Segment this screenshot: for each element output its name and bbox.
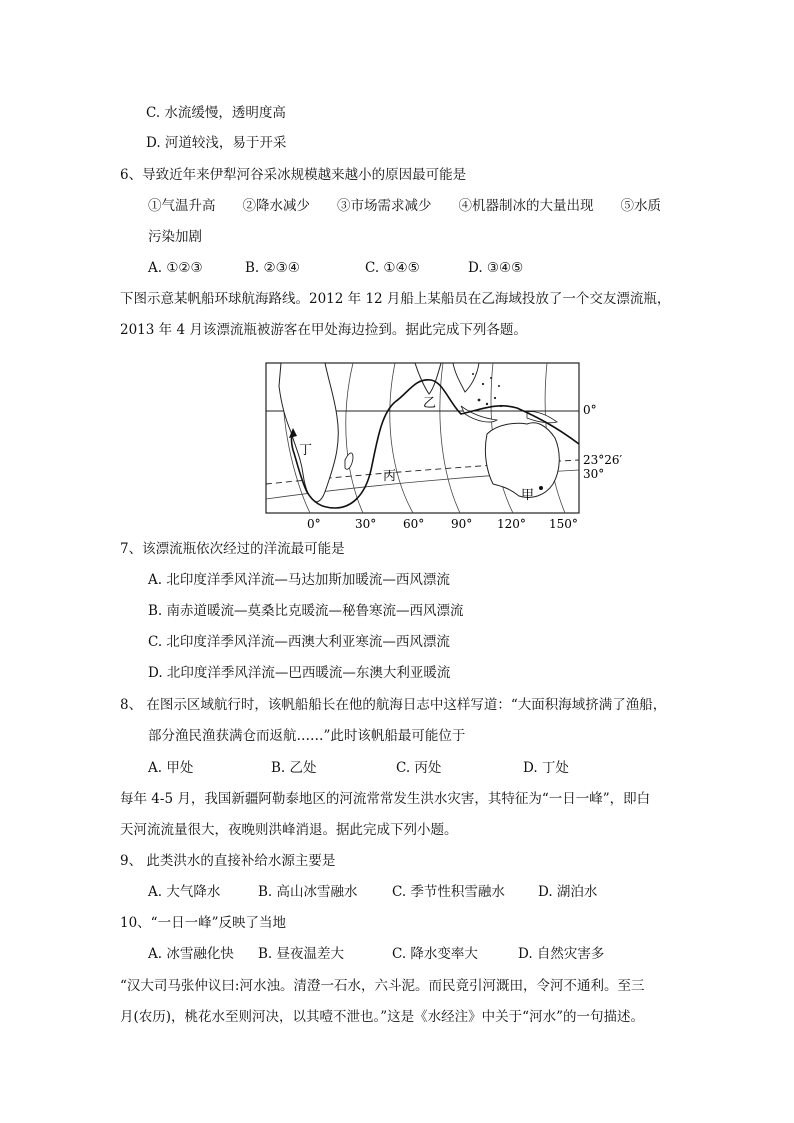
place-label-bing: 丙 <box>383 469 397 484</box>
q10-option-c: C. 降水变率大 <box>392 946 478 962</box>
map-intro-line2: 2013 年 4 月该漂流瓶被游客在甲处海边捡到。据此完成下列各题。 <box>120 322 527 338</box>
lon-label-120: 120° <box>497 517 526 531</box>
q7-option-b: B. 南赤道暖流—莫桑比克暖流—秘鲁寒流—西风漂流 <box>148 603 464 619</box>
quote-line1: “汉大司马张仲议曰:河水浊。清澄一石水，六斗泥。而民竟引河溉田，令河不通利。至三 <box>120 978 645 994</box>
q10-options <box>148 945 648 963</box>
q9-options <box>148 883 648 901</box>
q8-stem-line1: 8、 在图示区域航行时，该帆船船长在他的航海日志中这样写道：“大面积海域挤满了渔船， <box>120 697 667 713</box>
q7-option-d: D. 北印度洋季风洋流—巴西暖流—东澳大利亚暖流 <box>148 665 451 681</box>
q8-option-b: B. 乙处 <box>271 760 317 776</box>
q6-option-c: C. ①④⑤ <box>365 260 420 276</box>
q6-stem: 6、导致近年来伊犁河谷采冰规模越来越小的原因最可能是 <box>120 167 467 183</box>
q10-option-a: A. 冰雪融化快 <box>148 946 234 962</box>
q6-items-line2: 污染加剧 <box>148 229 202 245</box>
q9-option-c: C. 季节性积雪融水 <box>392 884 505 900</box>
q6-option-a: A. ①②③ <box>148 260 203 276</box>
voyage-route-map <box>265 362 635 532</box>
q6-option-d: D. ③④⑤ <box>468 260 524 276</box>
lat-label-30: 30° <box>583 467 605 481</box>
jia-marker <box>539 486 543 490</box>
q8-option-a: A. 甲处 <box>148 760 194 776</box>
flood-intro-line1: 每年 4-5 月，我国新疆阿勒泰地区的河流常常发生洪水灾害，其特征为“一日一峰”，即白 <box>120 791 651 807</box>
place-label-yi: 乙 <box>423 396 437 411</box>
q10-stem: 10、“一日一峰”反映了当地 <box>120 915 286 931</box>
lon-label-60: 60° <box>403 517 425 531</box>
lat-label-tropic: 23°26′ <box>583 453 623 467</box>
quote-line2: 月(农历)，桃花水至则河决，以其噎不泄也。”这是《水经注》中关于“河水”的一句描述。 <box>120 1009 644 1025</box>
q7-option-a: A. 北印度洋季风洋流—马达加斯加暖流—西风漂流 <box>148 572 450 588</box>
q5-option-d: D. 河道较浅，易于开采 <box>146 135 287 151</box>
q10-option-d: D. 自然灾害多 <box>518 946 605 962</box>
flood-intro-line2: 天河流流量很大，夜晚则洪峰消退。据此完成下列小题。 <box>120 822 458 838</box>
q6-option-b: B. ②③④ <box>245 260 300 276</box>
q8-stem-line2: 部分渔民渔获满仓而返航……”此时该帆船最可能位于 <box>148 728 466 744</box>
lon-label-150: 150° <box>549 517 578 531</box>
q9-option-b: B. 高山冰雪融水 <box>258 884 358 900</box>
q7-stem: 7、该漂流瓶依次经过的洋流最可能是 <box>120 541 345 557</box>
q10-option-b: B. 昼夜温差大 <box>258 946 345 962</box>
place-label-ding: 丁 <box>299 443 313 458</box>
q9-stem: 9、 此类洪水的直接补给水源主要是 <box>120 853 336 869</box>
q6-options <box>148 259 648 277</box>
map-intro-line1: 下图示意某帆船环球航海路线。2012 年 12 月船上某船员在乙海域投放了一个交友漂流瓶， <box>120 291 671 307</box>
lon-label-30: 30° <box>355 517 377 531</box>
lon-label-0: 0° <box>307 517 321 531</box>
q8-option-c: C. 丙处 <box>396 760 442 776</box>
q9-option-a: A. 大气降水 <box>148 884 221 900</box>
lon-label-90: 90° <box>451 517 473 531</box>
q5-option-c: C. 水流缓慢，透明度高 <box>146 105 286 121</box>
q8-options <box>148 759 648 777</box>
place-label-jia: 甲 <box>521 488 535 503</box>
q9-option-d: D. 湖泊水 <box>538 884 598 900</box>
q7-option-c: C. 北印度洋季风洋流—西澳大利亚寒流—西风漂流 <box>148 634 450 650</box>
q8-option-d: D. 丁处 <box>523 760 569 776</box>
lat-label-0: 0° <box>583 403 597 417</box>
q6-items-line1: ①气温升高 ②降水减少 ③市场需求减少 ④机器制冰的大量出现 ⑤水质 <box>148 198 661 214</box>
